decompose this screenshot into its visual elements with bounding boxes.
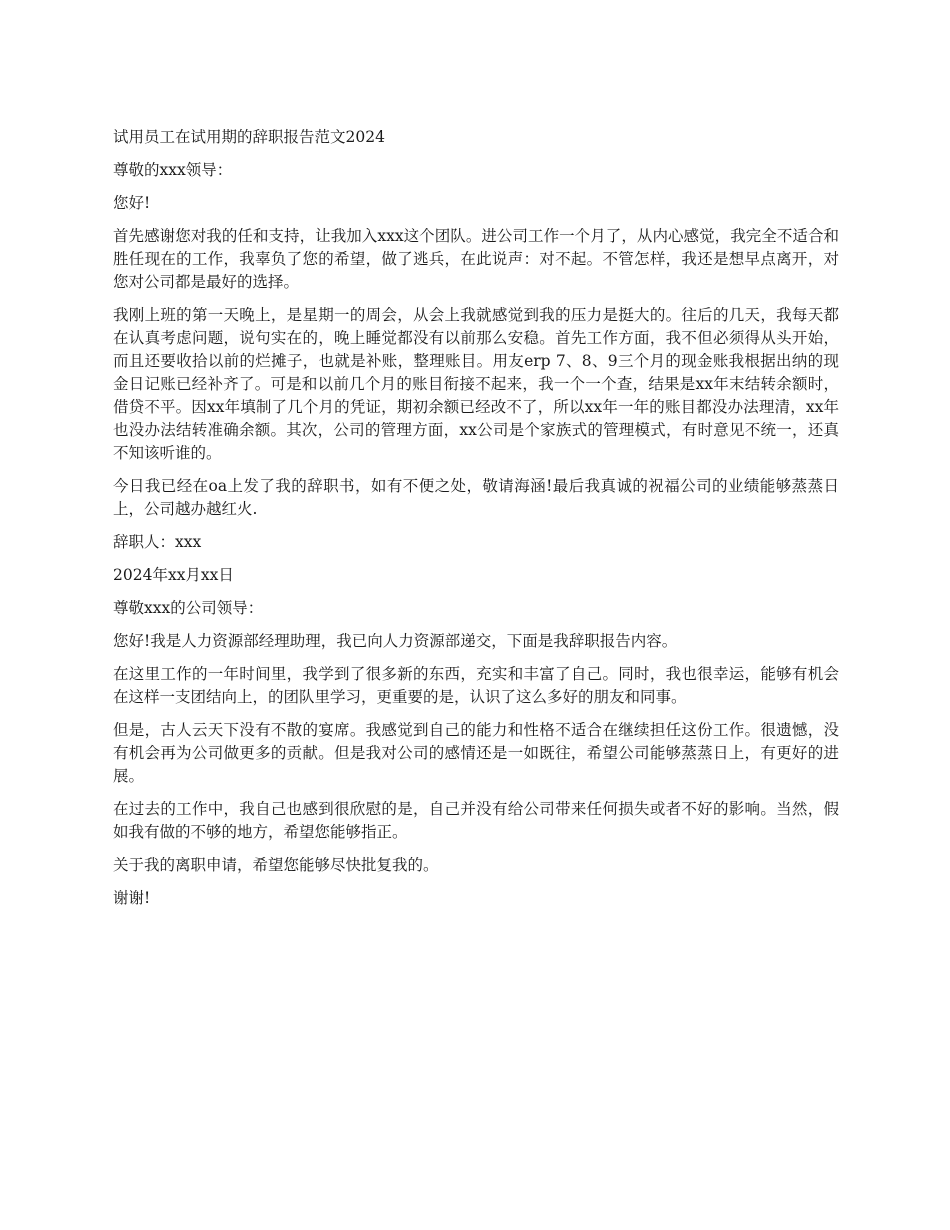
body-paragraph: 我刚上班的第一天晚上，是星期一的周会，从会上我就感觉到我的压力是挺大的。往后的几天，我每天都在认真考虑问题，说句实在的，晚上睡觉都没有以前那么安稳。首先工作方面，我不但必须得从头开始，而且还要收拾以前的烂摊子，也就是补账，整理账目。用友erp 7、8、9三个月的现金账我根据出纳的现金日记账已经补齐了。可是和以前几个月的账目衔接不起来，我一个一个查，结果是xx年末结转余额时，借贷不平。因xx年填制了几个月的凭证，期初余额已经改不了，所以xx年一年的账目都没办法理清，xx年也没办法结转准确余额。其次，公司的管理方面，xx公司是个家族式的管理模式，有时意见不统一，还真不知该听谁的。: [113, 306, 839, 462]
document-title: 试用员工在试用期的辞职报告范文2024: [113, 128, 385, 146]
body-paragraph: 关于我的离职申请，希望您能够尽快批复我的。: [113, 856, 439, 874]
body-paragraph: 您好!我是人力资源部经理助理，我已向人力资源部递交，下面是我辞职报告内容。: [113, 632, 678, 650]
body-paragraph: 今日我已经在oa上发了我的辞职书，如有不便之处，敬请海涵!最后我真诚的祝福公司的业绩能够蒸蒸日上，公司越办越红火.: [113, 477, 839, 518]
closing: 谢谢!: [113, 889, 151, 907]
date-line: 2024年xx月xx日: [113, 566, 234, 584]
salutation: 尊敬xxx的公司领导：: [113, 599, 264, 617]
salutation: 尊敬的xxx领导：: [113, 161, 233, 179]
greeting: 您好!: [113, 194, 151, 212]
body-paragraph: 但是，古人云天下没有不散的宴席。我感觉到自己的能力和性格不适合在继续担任这份工作。很遗憾，没有机会再为公司做更多的贡献。但是我对公司的感情还是一如既往，希望公司能够蒸蒸日上，有更好的进展。: [113, 721, 839, 785]
body-paragraph: 在这里工作的一年时间里，我学到了很多新的东西，充实和丰富了自己。同时，我也很幸运，能够有机会在这样一支团结向上，的团队里学习，更重要的是，认识了这么多好的朋友和同事。: [113, 665, 839, 706]
document-page: [113, 126, 839, 920]
body-paragraph: 在过去的工作中，我自己也感到很欣慰的是，自己并没有给公司带来任何损失或者不好的影响。当然，假如我有做的不够的地方，希望您能够指正。: [113, 800, 839, 841]
body-paragraph: 首先感谢您对我的任和支持，让我加入xxx这个团队。进公司工作一个月了，从内心感觉，我完全不适合和胜任现在的工作，我辜负了您的希望，做了逃兵，在此说声：对不起。不管怎样，我还是想早点离开，对您对公司都是最好的选择。: [113, 227, 839, 291]
signature: 辞职人：xxx: [113, 533, 202, 551]
